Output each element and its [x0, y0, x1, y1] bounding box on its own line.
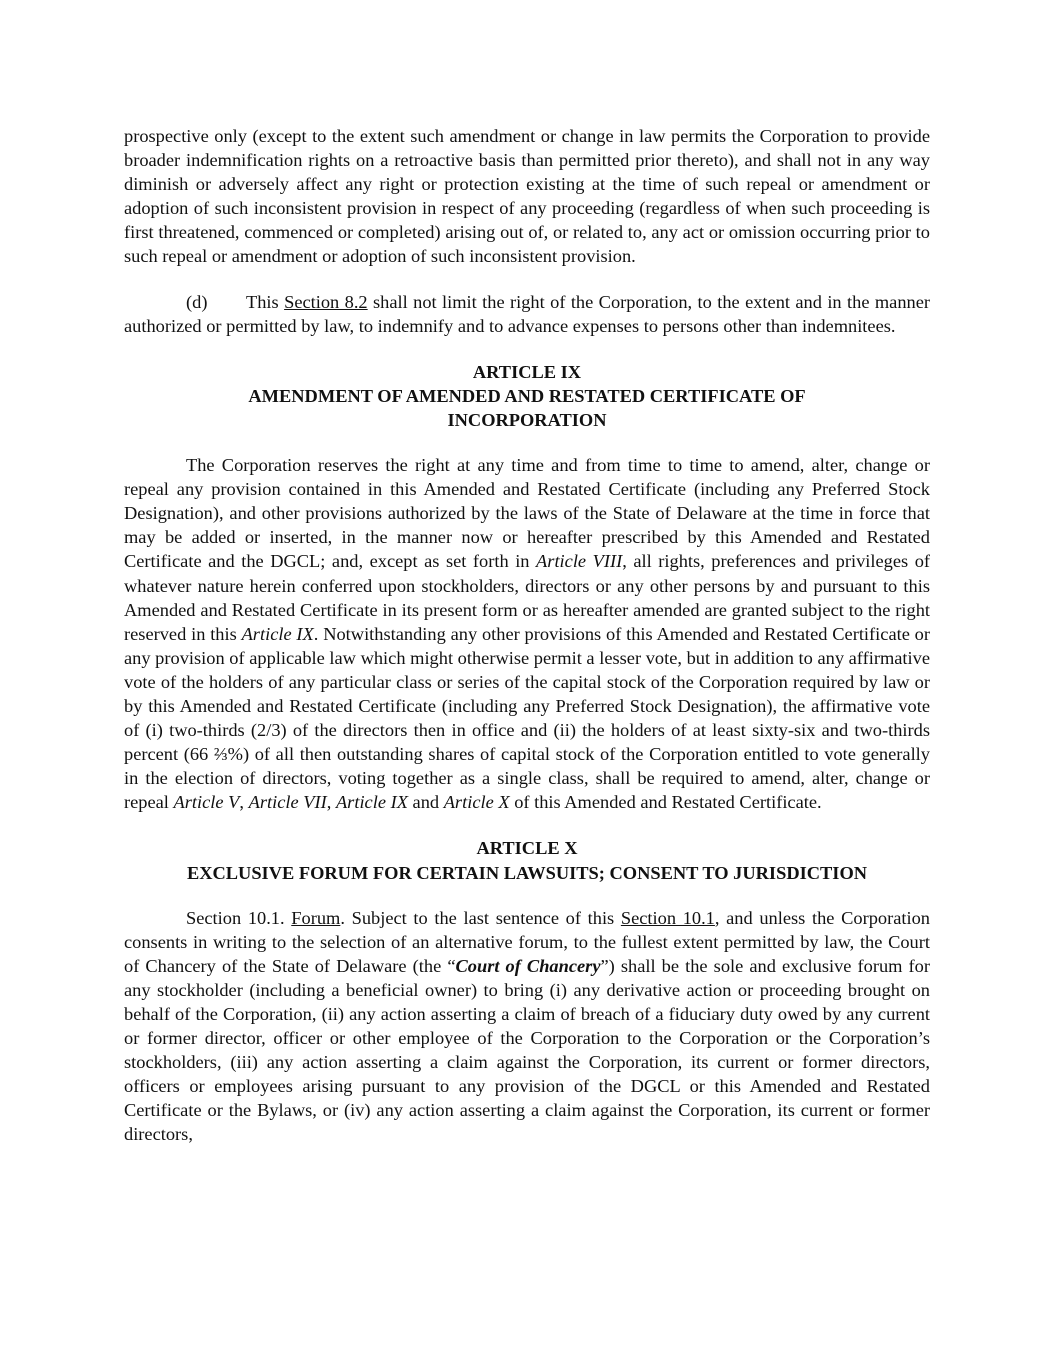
section-10-1-title: Forum — [291, 907, 341, 928]
article-ix-reference-2: Article IX — [335, 792, 408, 813]
article-ix-title-line1: AMENDMENT OF AMENDED AND RESTATED CERTIFICATE OF — [248, 385, 806, 406]
paragraph-d — [124, 290, 930, 338]
article-ix-heading — [124, 360, 930, 432]
section-10-1-text-1: . Subject to the last sentence of this — [340, 907, 621, 928]
document-page — [124, 124, 930, 1147]
court-of-chancery-defined-term: Court of Chancery — [455, 955, 601, 976]
article-vii-reference: Article VII — [248, 792, 327, 813]
article-ix-separator-1: , — [239, 792, 249, 813]
article-ix-title-line2: INCORPORATION — [447, 409, 607, 430]
article-x-reference: Article X — [443, 792, 510, 813]
article-ix-number: ARTICLE IX — [472, 361, 582, 382]
section-10-1-reference: Section 10.1 — [620, 907, 715, 928]
section-10-1-text-2: , and unless the Corporation consents in writing to the selection of an alternative forum, to the fullest extent permitted by law, the Court of Chancery of the State of Delaware (the “ — [124, 907, 930, 976]
section-10-1-body — [124, 906, 930, 1147]
paragraph-c-continuation: prospective only (except to the extent such amendment or change in law permits the Corporation to provide broader indemnification rights on a retroactive basis than permitted prior thereto), and shall not in any way diminish or adversely affect any right or protection existing at the time of such repeal or amendment or adoption of such inconsistent provision in respect of any proceeding (regardless of when such proceeding is first threatened, commenced or completed) arising out of, or related to, any act or omission occurring prior to such repeal or amendment or adoption of such inconsistent provision. — [124, 126, 930, 267]
article-ix-reference: Article IX — [241, 623, 314, 644]
article-x-title: EXCLUSIVE FORUM FOR CERTAIN LAWSUITS; CONSENT TO JURISDICTION — [186, 862, 868, 883]
article-ix-text-4: of this Amended and Restated Certificate. — [509, 792, 822, 813]
article-ix-text-3: . Notwithstanding any other provisions of this Amended and Restated Certificate or any provision of applicable law which might otherwise permit a lesser vote, but in addition to any affirmative vote of the holders of any particular class or series of the capital stock of the Corporation required by law or by this Amended and Restated Certificate (including any Preferred Stock Designation), the affirmative vote of (i) two-thirds (2/3) of the directors then in office and (ii) the holders of at least sixty-six and two-thirds percent (66 ⅔%) of all then outstanding shares of capital stock of the Corporation entitled to vote generally in the election of directors, voting together as a single class, shall be required to amend, alter, change or repeal — [124, 623, 930, 813]
article-v-reference: Article V — [173, 792, 240, 813]
article-ix-text-2: , all rights, preferences and privileges of whatever nature herein conferred upon stockholders, directors or any other persons by and pursuant to this Amended and Restated Certificate in its present form or as hereafter amended are granted subject to the right reserved in this — [124, 551, 931, 644]
article-ix-text-1: The Corporation reserves the right at any time and from time to time to amend, alter, change or repeal any provision contained in this Amended and Restated Certificate (including any Preferred Stock Designation), and other provisions authorized by the laws of the State of Delaware at the time in force that may be added or inserted, in the manner now or hereafter prescribed by this Amended and Restated Certificate and the DGCL; and, except as set forth in — [124, 455, 930, 572]
article-ix-body — [124, 453, 930, 814]
article-ix-separator-3: and — [407, 792, 444, 813]
article-viii-reference: Article VIII — [536, 551, 623, 572]
section-10-1-text-3: ”) shall be the sole and exclusive forum for any stockholder (including a beneficial owner) to bring (i) any derivative action or proceeding brought on behalf of the Corporation, (ii) any action asserting a claim of breach of a fiduciary duty owed by any current or former director, officer or other employee of the Corporation to the Corporation or the Corporation’s stockholders, (iii) any action asserting a claim against the Corporation, its current or former directors, officers or employees arising pursuant to any provision of the DGCL or this Amended and Restated Certificate or the Bylaws, or (iv) any action asserting a claim against the Corporation, its current or former directors, — [124, 955, 930, 1145]
paragraph-d-text-after: shall not limit the right of the Corporation, to the extent and in the manner authorized or permitted by law, to indemnify and to advance expenses to persons other than indemnitees. — [124, 291, 931, 336]
article-ix-separator-2: , — [326, 792, 336, 813]
article-x-number: ARTICLE X — [476, 838, 578, 859]
paragraph-d-label: (d) — [186, 291, 208, 312]
section-8-2-reference: Section 8.2 — [284, 291, 368, 312]
section-10-1-label: Section 10.1. — [186, 907, 292, 928]
article-x-heading — [124, 836, 930, 884]
paragraph-d-text-before: This — [246, 291, 285, 312]
